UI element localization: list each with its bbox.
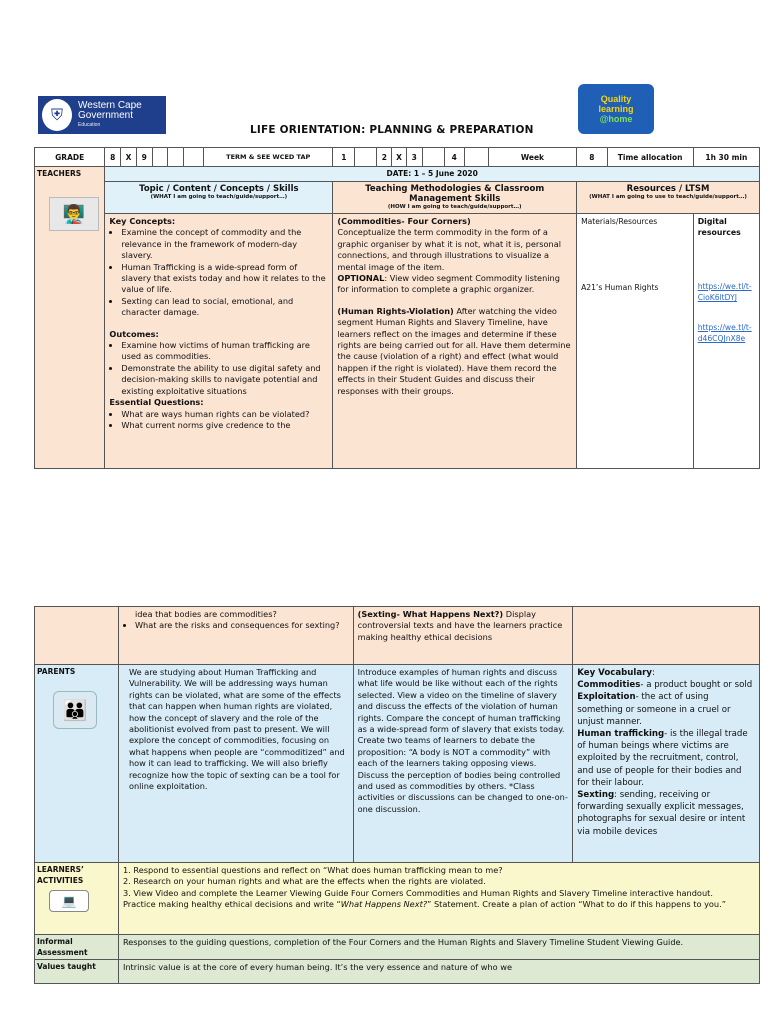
empty-cell [184, 148, 204, 167]
essential-continued [118, 607, 353, 665]
essential-continued-text: idea that bodies are commodities? [134, 609, 277, 619]
logo-text [78, 101, 142, 129]
activity-item: 3. View Video and complete the Learner Viewing Guide Four Corners Commodities and Human Rights and Slavery Timeline interactive handout. [122, 887, 713, 898]
empty-resource-cell [573, 607, 760, 665]
topic-column-header [105, 182, 333, 214]
resource-link-1[interactable]: https://we.tl/t-CioK6ltDYJ [697, 281, 752, 303]
materials-item: A21’s Human Rights [581, 283, 659, 293]
continued-row [35, 607, 760, 665]
vocab-item [577, 789, 755, 838]
empty-cell [464, 148, 488, 167]
learner-computer-icon: 💻 [49, 890, 89, 912]
vocab-term: Human trafficking [577, 729, 665, 740]
key-vocabulary-cell [573, 665, 760, 863]
week-value: 8 [577, 148, 607, 167]
planning-table-bottom [34, 606, 760, 984]
values-row [35, 960, 760, 984]
list-item: • Examine how victims of human trafficking are used as commodities. [121, 340, 328, 363]
vocab-item [577, 691, 755, 728]
informal-assessment-label: Informal Assessment [35, 935, 119, 960]
parents-row [35, 665, 760, 863]
practice-post: ” Statement. Create a plan of action “What to do if this happens to you.” [427, 899, 726, 910]
four-corners-text: Conceptualize the term commodity in the form of a graphic organiser by what it is not, what it is, personal connections, and through illustrations to visualize a mental image of the item. [337, 227, 561, 272]
date-cell: DATE: 1 – 5 June 2020 [105, 167, 760, 182]
ql-line-1: Quality [600, 94, 632, 104]
methodology-column-header [333, 182, 577, 214]
optional-paragraph [337, 273, 572, 296]
learners-label: LEARNERS’ ACTIVITIES [37, 865, 84, 885]
empty-label-cell [35, 607, 119, 665]
essential-questions-list [109, 409, 328, 432]
parent-child-icon: 👪 [53, 691, 97, 729]
vocab-term: Exploitation [577, 692, 636, 703]
sexting-text: Display controversial texts and have the learners practice making healthy ethical decisions [357, 609, 563, 642]
term-4: 4 [444, 148, 464, 167]
teachers-label: TEACHERS [37, 169, 82, 178]
informal-assessment-text: Responses to the guiding questions, completion of the Four Corners and the Human Rights and Slavery Timeline Student Viewing Guide. [118, 935, 759, 960]
topic-header-sub: (WHAT I am going to teach/guide/support…) [150, 194, 288, 200]
sexting-method [353, 607, 573, 665]
values-taught-text: Intrinsic value is at the core of every human being. It’s the very essence and nature of who we [118, 960, 759, 984]
term-label: TERM & SEE WCED TAP [204, 148, 333, 167]
document-title: LIFE ORIENTATION: PLANNING & PREPARATION [250, 124, 534, 136]
parents-label: PARENTS [37, 667, 76, 676]
grade-8: 8 [105, 148, 121, 167]
column-header-row [35, 182, 760, 214]
logo-line-3: Education [78, 122, 101, 128]
essential-continued-list [123, 620, 349, 631]
term-1: 1 [333, 148, 355, 167]
resources-header-sub: (WHAT I am going to use to teach/guide/support…) [589, 194, 747, 200]
vocab-definition: - a product bought or sold [640, 680, 753, 691]
parents-cell [35, 665, 119, 863]
list-item: • What are the risks and consequences for sexting? [135, 620, 349, 631]
crest-icon: ⛨ [42, 99, 72, 131]
term-2-mark: X [392, 148, 407, 167]
materials-cell [577, 214, 694, 469]
vocab-item [577, 728, 755, 789]
activity-item: 2. Research on your human rights and what are the effects when the rights are violated. [122, 876, 486, 887]
term-2: 2 [377, 148, 392, 167]
logo-line-2: Government [78, 110, 134, 121]
parents-overview-text: We are studying about Human Trafficking and Vulnerability. We will be addressing ways human rights can be violated, what are some of the effects that can happen when human rights are violated, how the concept of slavery and the role of the abolitionist evolved from past to present. We will explore the concept of commodities, focusing on what happens when people are “commoditized” and how it can lead to trafficking. We will also briefly recognize how the topic of sexting can be a tool for online exploitation. [118, 665, 353, 863]
teacher-classroom-icon: 👨‍🏫 [49, 197, 99, 231]
outcomes-heading: Outcomes: [109, 328, 159, 339]
grade-label: GRADE [35, 148, 105, 167]
methodology-content [333, 214, 577, 469]
grade-8-mark: X [121, 148, 137, 167]
activity-item: 1. Respond to essential questions and reflect on “What does human trafficking mean to me? [122, 865, 503, 875]
list-item: • Examine the concept of commodity and the relevance in the framework of modern-day slavery. [121, 227, 328, 261]
teachers-content-row [35, 214, 760, 469]
topic-content [105, 214, 333, 469]
human-rights-heading: (Human Rights-Violation) [337, 305, 454, 316]
empty-cell [422, 148, 444, 167]
week-label: Week [488, 148, 576, 167]
vocab-definition: - is the illegal trade of human beings where victims are exploited by the recruitment, control, and use of people for their bodies and for their labour. [577, 729, 748, 788]
practice-statement [123, 899, 755, 910]
optional-label: OPTIONAL [337, 273, 385, 284]
four-corners-heading: (Commodities- Four Corners) [337, 216, 471, 226]
learners-activities [118, 863, 759, 935]
learners-row [35, 863, 760, 935]
list-item: • What current norms give credence to the [121, 420, 328, 431]
empty-cell [168, 148, 184, 167]
key-vocabulary-heading: Key Vocabulary: [577, 668, 655, 678]
resources-header-title: Resources / LTSM [626, 184, 710, 194]
western-cape-government-logo [38, 96, 166, 134]
learners-cell [35, 863, 119, 935]
digital-resources-label: Digital resources [697, 217, 741, 238]
values-taught-label: Values taught [35, 960, 119, 984]
key-concepts-list [109, 227, 328, 318]
outcomes-list [109, 340, 328, 397]
list-item: • What are ways human rights can be violated? [121, 409, 328, 420]
empty-cell [355, 148, 377, 167]
resources-column-header [577, 182, 760, 214]
grade-9: 9 [136, 148, 152, 167]
term-3: 3 [406, 148, 422, 167]
methodology-header-sub: (HOW I am going to teach/guide/support…) [387, 204, 522, 210]
empty-cell [152, 148, 168, 167]
list-item: • Sexting can lead to social, emotional, and character damage. [121, 296, 328, 319]
optional-text: : View video segment Commodity listening for information to complete a graphic organizer. [337, 273, 560, 295]
list-item: • Demonstrate the ability to use digital safety and decision-making skills to navigate potential and existing exploitative situations [121, 363, 328, 397]
planning-table-top [34, 147, 760, 469]
practice-pre: Practice making healthy ethical decisions and write “ [122, 899, 341, 910]
materials-label: Materials/Resources [581, 217, 658, 226]
practice-emphasis: What Happens Next? [340, 899, 428, 910]
digital-resources-cell [693, 214, 759, 469]
sexting-heading: (Sexting- What Happens Next?) [357, 609, 504, 619]
essential-questions-heading: Essential Questions: [109, 397, 204, 408]
topic-header-title: Topic / Content / Concepts / Skills [139, 184, 299, 194]
grade-row [35, 148, 760, 167]
vocab-term: Sexting [577, 790, 615, 801]
ql-line-3: @home [599, 114, 633, 124]
list-item: • Human Trafficking is a wide-spread form of slavery that exists today and how it relates to the value of life. [121, 262, 328, 296]
key-concepts-heading: Key Concepts: [109, 216, 176, 226]
teachers-cell [35, 167, 105, 469]
parents-activities-text: Introduce examples of human rights and discuss what life would be like without each of the rights selected. View a video on the timeline of slavery and discuss the effects of the violation of human rights. Compare the concept of human trafficking as a wide-spread form of slavery that exists today. Create two teams of learners to debate the proposition: “A body is NOT a commodity” with each of the learners taking opposing views. Discuss the perception of bodies being controlled and used as commodities by others. *Class activities or discussions can be changed to one-on-one discussion. [353, 665, 573, 863]
human-rights-paragraph [337, 306, 572, 397]
vocab-definition: - the act of using something or someone in a cruel or unjust manner. [577, 692, 731, 727]
resource-link-2[interactable]: https://we.tl/t-d46CQJnX8e [697, 322, 752, 344]
vocab-item [577, 679, 755, 691]
vocab-term: Commodities [577, 680, 641, 691]
vocab-definition: : sending, receiving or forwarding sexually explicit messages, photographs for sexual desire or intent via mobile devices [577, 790, 746, 837]
time-allocation-value: 1h 30 min [693, 148, 759, 167]
date-row [35, 167, 760, 182]
informal-assessment-row [35, 935, 760, 960]
ql-line-2: learning [598, 104, 634, 114]
quality-learning-logo [578, 84, 654, 134]
human-rights-text: After watching the video segment Human Rights and Slavery Timeline, have learners reflect on the images and determine if these rights are being carried out for all. Have them determine the cause (violation of a right) and effect (what would happen if the right is violated). Have them record the effects in their Student Guides and discuss their responses with their groups. [337, 305, 571, 396]
time-allocation-label: Time allocation [607, 148, 693, 167]
logo-line-1: Western Cape [78, 100, 142, 111]
methodology-header-title: Teaching Methodologies & Classroom Management Skills [365, 184, 545, 204]
vocab-heading-text: Key Vocabulary [577, 668, 652, 678]
